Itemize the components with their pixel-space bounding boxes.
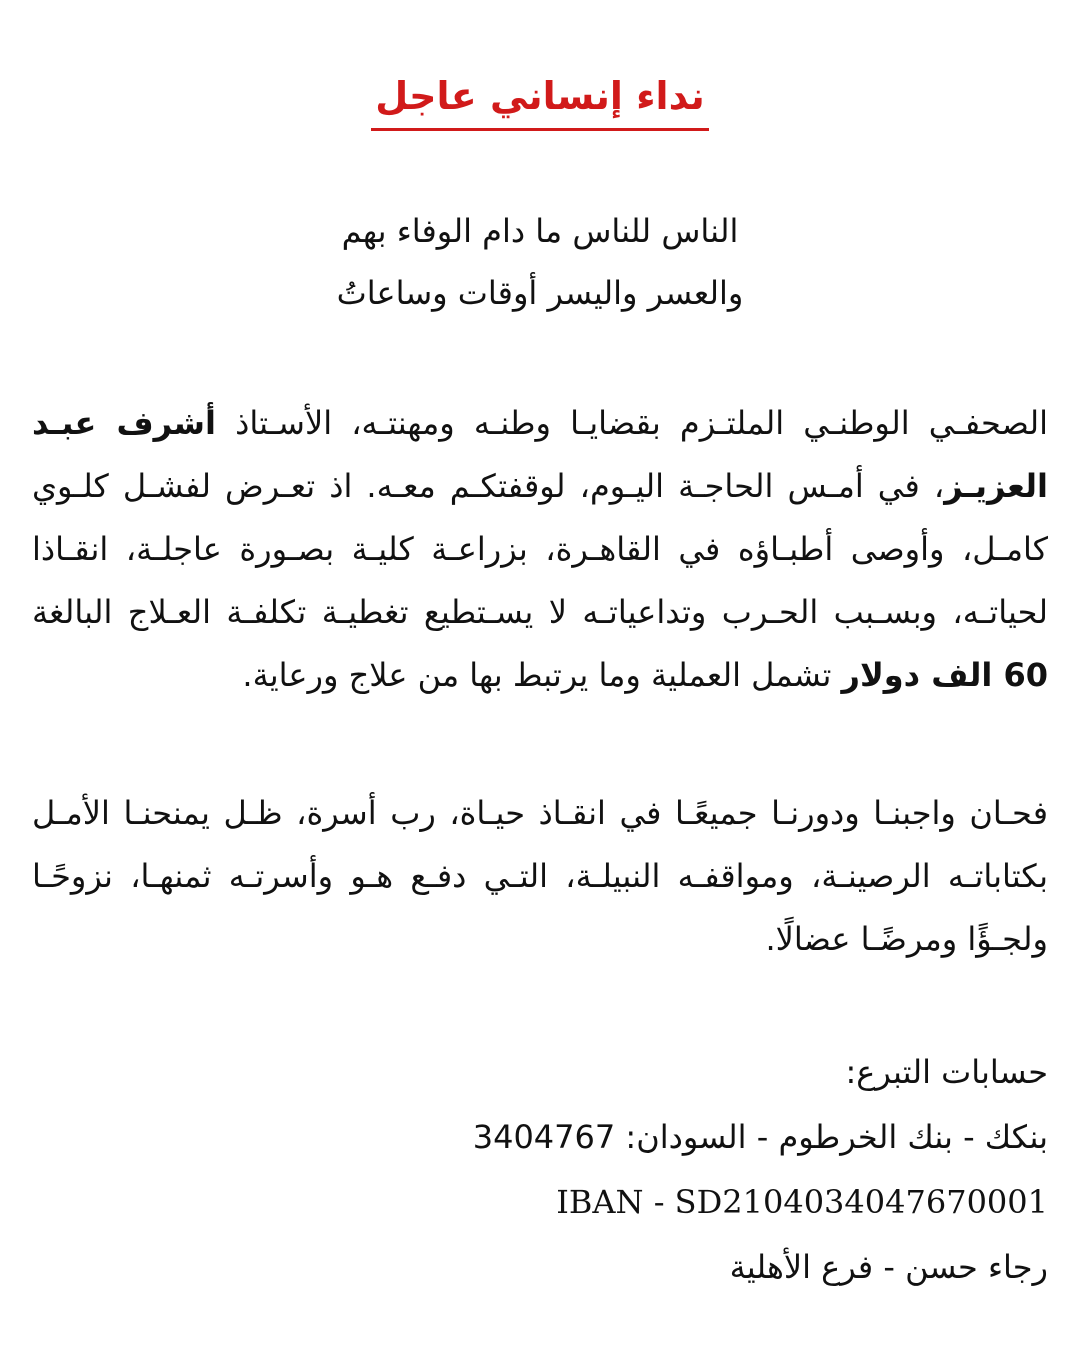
- duty-paragraph: فحـان واجبنـا ودورنـا جميعًـا في انقـاذ حيـاة، رب أسرة، ظـل يمنحنـا الأمـل بكتاباتـه الرصينـة، ومواقفـه النبيلـة، التـي دفـع هـو وأسرتـه ثمنهـا، نزوحًـا ولجـؤًا ومرضًـا عضالًا.: [32, 794, 1048, 958]
- title-container: [0, 68, 1080, 131]
- accounts-heading: حسابات التبرع:: [845, 1053, 1048, 1091]
- verse-line-2: والعسر واليسر أوقات وساعاتُ: [336, 274, 744, 312]
- appeal-paragraph: [32, 392, 1048, 707]
- branch-line: رجاء حسن - فرع الأهلية: [729, 1248, 1048, 1286]
- appeal-text-part-2: ، في أمـس الحاجـة اليـوم، لوقفتكـم معـه. اذ تعـرض لفشـل كلـوي كامـل، وأوصى أطبـاؤه في القاهـرة، بزراعـة كليـة بصـورة عاجلـة، انقـاذا لحياتـه، وبسـبب الحـرب وتداعياتـه لا يسـتطيع تغطيـة تكلفـة العـلاج البالغة: [32, 467, 1048, 631]
- journalist-name: أشرف عبـد العزيـز: [32, 404, 1048, 505]
- poem-verse: [0, 200, 1080, 324]
- page-title: نداء إنساني عاجل: [371, 68, 709, 131]
- donation-accounts: [32, 1040, 1048, 1300]
- appeal-text-part-3: تشمل العملية وما يرتبط بها من علاج ورعاية.: [242, 656, 842, 694]
- iban-line: IBAN - SD2104034047670001: [556, 1183, 1048, 1221]
- treatment-amount: 60 الف دولار: [841, 656, 1048, 694]
- bank-account-line: بنكك - بنك الخرطوم - السودان: 3404767: [472, 1118, 1048, 1156]
- appeal-text-part-1: الصحفـي الوطنـي الملتـزم بقضايـا وطنـه ومهنتـه، الأسـتاذ: [215, 404, 1049, 442]
- verse-line-1: الناس للناس ما دام الوفاء بهم: [341, 212, 739, 250]
